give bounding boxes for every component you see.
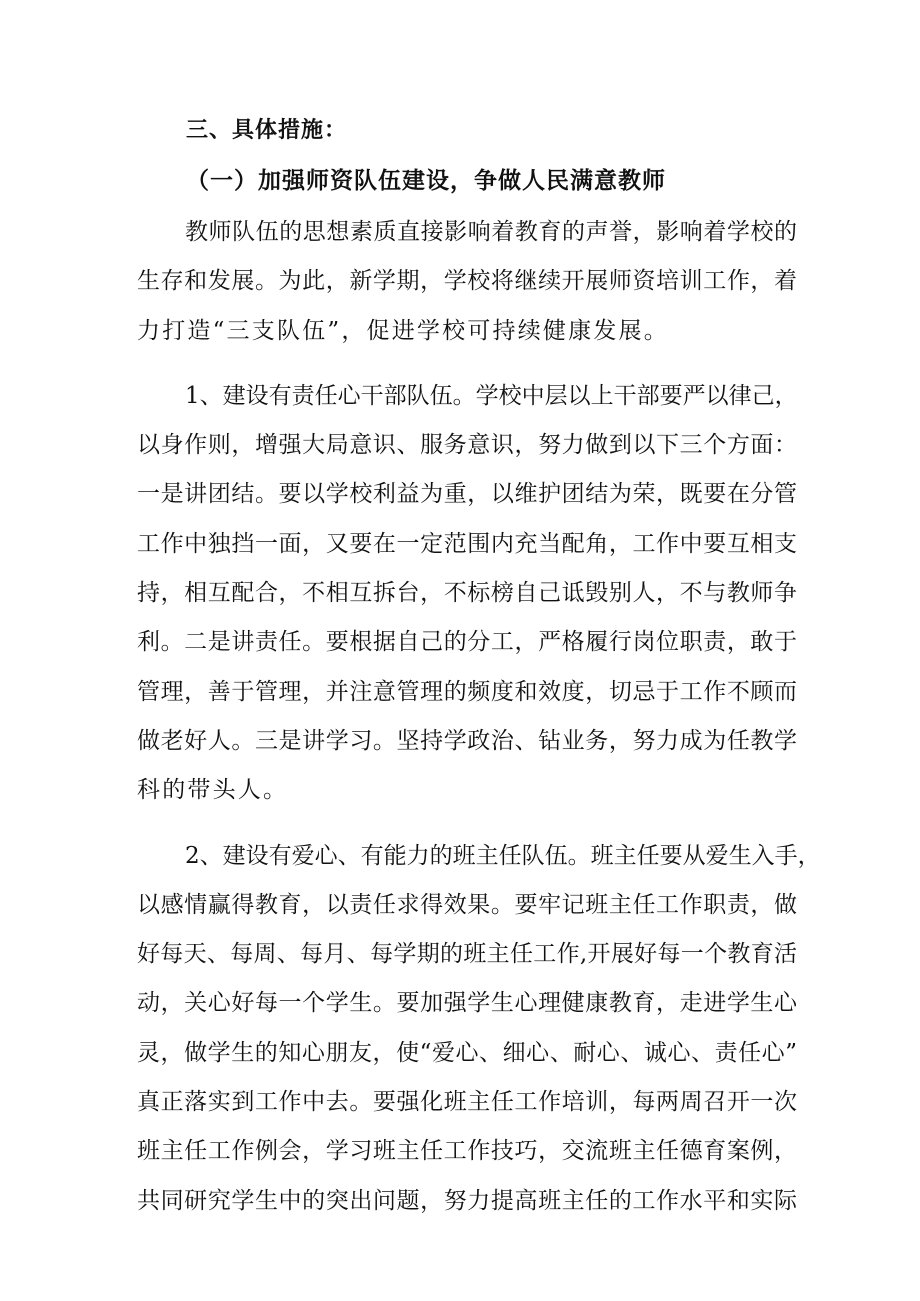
- paragraph-line: 班主任工作例会，学习班主任工作技巧，交流班主任德育案例，: [137, 1138, 797, 1165]
- paragraph-line: 科的带头人。: [137, 777, 289, 804]
- paragraph-line: 共同研究学生中的突出问题，努力提高班主任的工作水平和实际: [137, 1187, 797, 1214]
- paragraph-line: 一是讲团结。要以学校利益为重，以维护团结为荣，既要在分管: [137, 481, 797, 508]
- paragraph-line: 力打造“三支队伍”，促进学校可持续健康发展。: [137, 317, 669, 344]
- sub-heading: （一）加强师资队伍建设，争做人民满意教师: [186, 168, 666, 194]
- paragraph-line: 动，关心好每一个学生。要加强学生心理健康教育，走进学生心: [137, 990, 797, 1017]
- paragraph-line: 教师队伍的思想素质直接影响着教育的声誉，影响着学校的: [185, 219, 797, 245]
- paragraph-line: 工作中独挡一面，又要在一定范围内充当配角，工作中要互相支: [137, 530, 797, 557]
- paragraph-line: 做老好人。三是讲学习。坚持学政治、钻业务，努力成为任教学: [137, 727, 797, 754]
- paragraph-line: 灵，做学生的知心朋友，使“爱心、细心、耐心、诚心、责任心”: [137, 1039, 797, 1066]
- section-heading: 三、具体措施：: [186, 118, 348, 143]
- paragraph-3: [137, 832, 821, 1226]
- paragraph-line: 以感情赢得教育，以责任求得效果。要牢记班主任工作职责，做: [137, 891, 797, 918]
- document-body: [137, 208, 821, 1226]
- paragraph-line: 管理，善于管理，并注意管理的频度和效度，切忌于工作不顾而: [137, 678, 797, 705]
- paragraph-line: 2、建设有爱心、有能力的班主任队伍。班主任要从爱生入手，: [185, 842, 821, 869]
- paragraph-line: 生存和发展。为此，新学期，学校将继续开展师资培训工作，着: [137, 268, 797, 295]
- paragraph-line: 以身作则，增强大局意识、服务意识，努力做到以下三个方面：: [137, 432, 797, 459]
- paragraph-line: 1、建设有责任心干部队伍。学校中层以上干部要严以律己，: [185, 382, 798, 409]
- paragraph-line: 好每天、每周、每月、每学期的班主任工作,开展好每一个教育活: [137, 941, 797, 968]
- paragraph-line: 利。二是讲责任。要根据自己的分工，严格履行岗位职责，敢于: [137, 629, 797, 656]
- paragraph-1: [137, 208, 797, 356]
- paragraph-line: 持，相互配合，不相互拆台，不标榜自己诋毁别人，不与教师争: [137, 580, 797, 607]
- paragraph-2: [137, 372, 797, 816]
- paragraph-line: 真正落实到工作中去。要强化班主任工作培训，每两周召开一次: [137, 1089, 797, 1116]
